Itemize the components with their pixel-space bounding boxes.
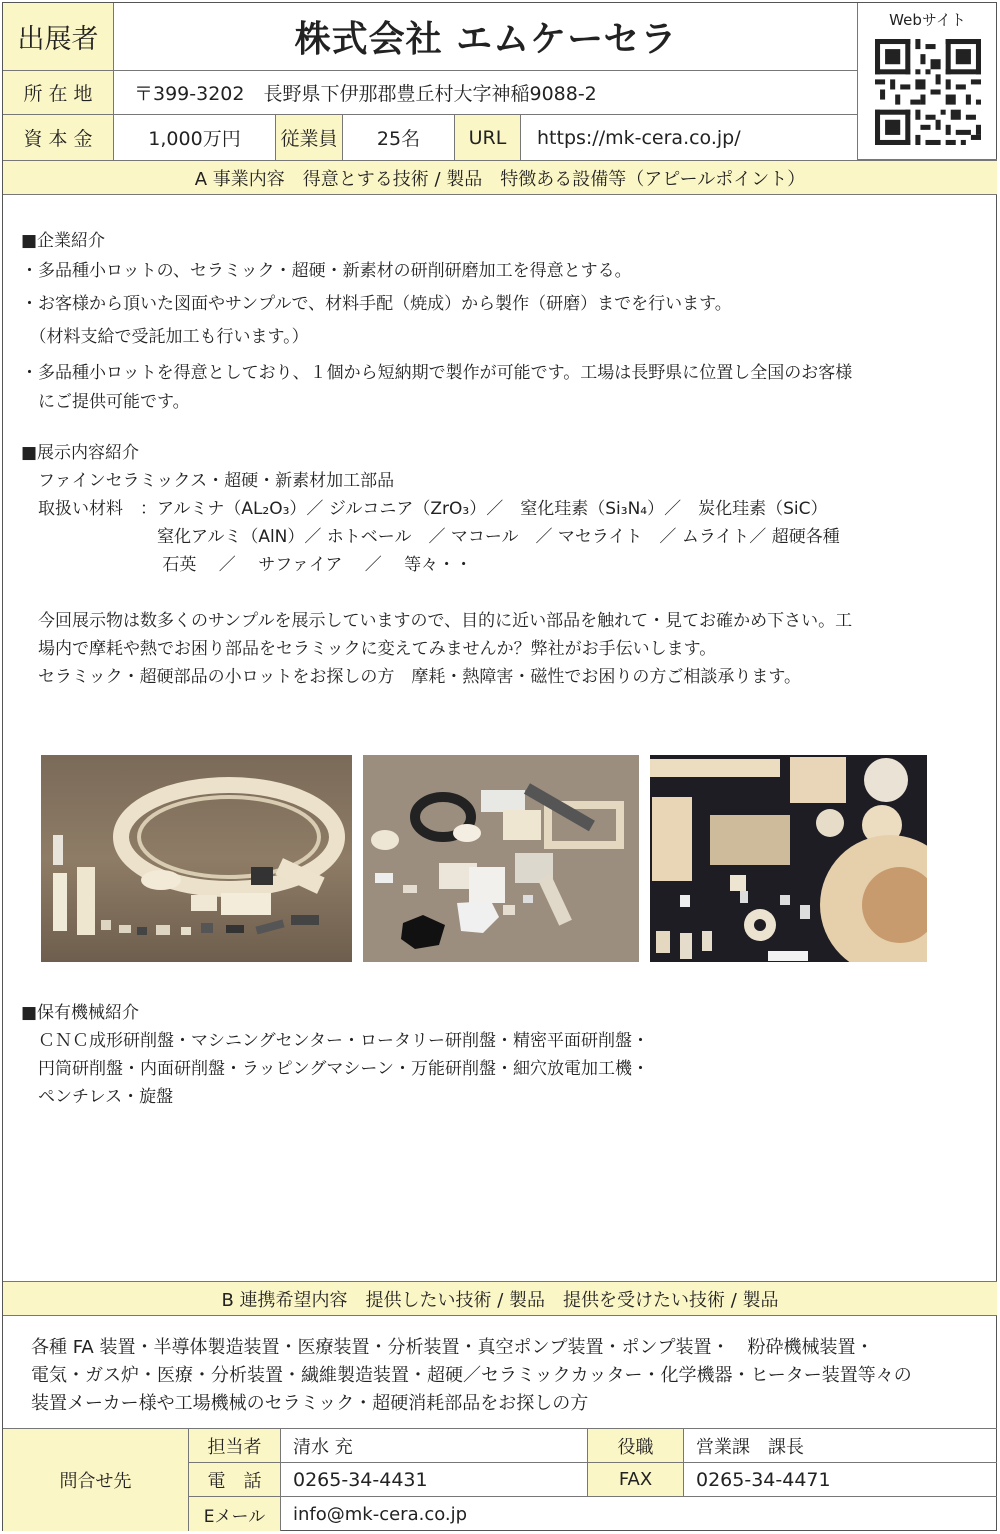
machines-line: ＣＮＣ成形研削盤・マシニングセンター・ロータリー研削盤・精密平面研削盤・ [21,1031,649,1051]
website-label: Webサイト [889,11,966,29]
address-label: 所 在 地 [3,71,114,115]
intro-line: ・お客様から頂いた図面やサンプルで、材料手配（焼成）から製作（研磨）までを行います。 [21,294,732,314]
exhibit-note-line: 今回展示物は数多くのサンプルを展示していますので、目的に近い部品を触れて・見てお確かめ下さい。工 [21,611,853,631]
tel-label: 電 話 [189,1463,281,1497]
section-b-line: 電気・ガス炉・医療・分析装置・繊維製造装置・超硬／セラミックカッター・化学機器・ヒーター装置等々の [31,1365,912,1386]
section-b-content [31,1334,986,1418]
machines-line: 円筒研削盤・内面研削盤・ラッピングマシーン・万能研削盤・細穴放電加工機・ [21,1059,649,1079]
materials-line: 石英 ／ サファイア ／ 等々・・ [21,555,473,575]
exhibit-note-line: セラミック・超硬部品の小ロットをお探しの方 摩耗・熱障害・磁性でお困りの方ご相談承ります。 [21,667,801,687]
email-label: Eメール [189,1497,281,1531]
person-value: 清水 充 [281,1429,588,1463]
intro-line: （材料支給で受託加工も行います。） [21,327,309,347]
contact-label: 問合せ先 [3,1429,189,1531]
exhibitor-label: 出展者 [3,3,114,71]
qr-block [857,3,997,160]
employees-value: 25名 [343,115,455,160]
section-b-line: 装置メーカー様や工場機械のセラミック・超硬消耗部品をお探しの方 [31,1393,589,1414]
materials-line: 窒化アルミ（AlN）／ ホトベール ／ マコール ／ マセライト ／ ムライト／ 超硬各種 [21,527,840,547]
url-link[interactable]: https://mk-cera.co.jp/ [537,126,741,149]
role-value: 営業課 課長 [684,1429,997,1463]
capital-label: 資 本 金 [3,115,114,160]
product-photo-1 [41,755,352,962]
product-photo-2 [363,755,639,962]
section-a-heading: A 事業内容 得意とする技術 / 製品 特徴ある設備等（アピールポイント） [3,160,997,195]
email-link[interactable]: info@mk-cera.co.jp [293,1503,468,1525]
fax-value: 0265-34-4471 [684,1463,997,1497]
fax-label: FAX [588,1463,684,1497]
machines-line: ペンチレス・旋盤 [21,1087,174,1107]
capital-value: 1,000万円 [114,115,276,160]
exhibit-line: ファインセラミックス・超硬・新素材加工部品 [21,471,395,491]
employees-label: 従業員 [276,115,343,160]
tel-value[interactable]: 0265-34-4431 [281,1463,588,1497]
company-name: 株式会社 エムケーセラ [114,3,858,71]
machines-block [21,1000,986,1111]
exhibit-note-line: 場内で摩耗や熱でお困り部品をセラミックに変えてみませんか？弊社がお手伝いします。 [21,639,717,659]
qr-code-icon[interactable] [875,39,981,149]
intro-line: ・多品種小ロットを得意としており、１個から短納期で製作が可能です。工場は長野県に位置し全国のお客様 [21,363,853,383]
company-intro-title: ■企業紹介 [21,231,106,251]
section-b-line: 各種 FA 装置・半導体製造装置・医療装置・分析装置・真空ポンプ装置・ポンプ装置・ 粉砕機械装置・ [31,1337,874,1358]
section-a-content [21,228,986,416]
person-label: 担当者 [189,1429,281,1463]
section-b-heading: B 連携希望内容 提供したい技術 / 製品 提供を受けたい技術 / 製品 [3,1281,997,1316]
address-value: 〒399-3202 長野県下伊那郡豊丘村大字神稲9088-2 [114,71,858,115]
exhibit-title: ■展示内容紹介 [21,443,140,463]
url-label: URL [455,115,521,160]
product-photo-3 [650,755,927,962]
machines-title: ■保有機械紹介 [21,1003,140,1023]
exhibit-note-block [21,607,986,691]
exhibit-block [21,440,986,579]
intro-line: にご提供可能です。 [21,392,190,412]
materials-line: 取扱い材料 ：アルミナ（AL₂O₃）／ ジルコニア（ZrO₃）／ 窒化珪素（Si₃N₄）／ 炭化珪素（SiC） [21,499,828,519]
role-label: 役職 [588,1429,684,1463]
intro-line: ・多品種小ロットの、セラミック・超硬・新素材の研削研磨加工を得意とする。 [21,261,632,281]
